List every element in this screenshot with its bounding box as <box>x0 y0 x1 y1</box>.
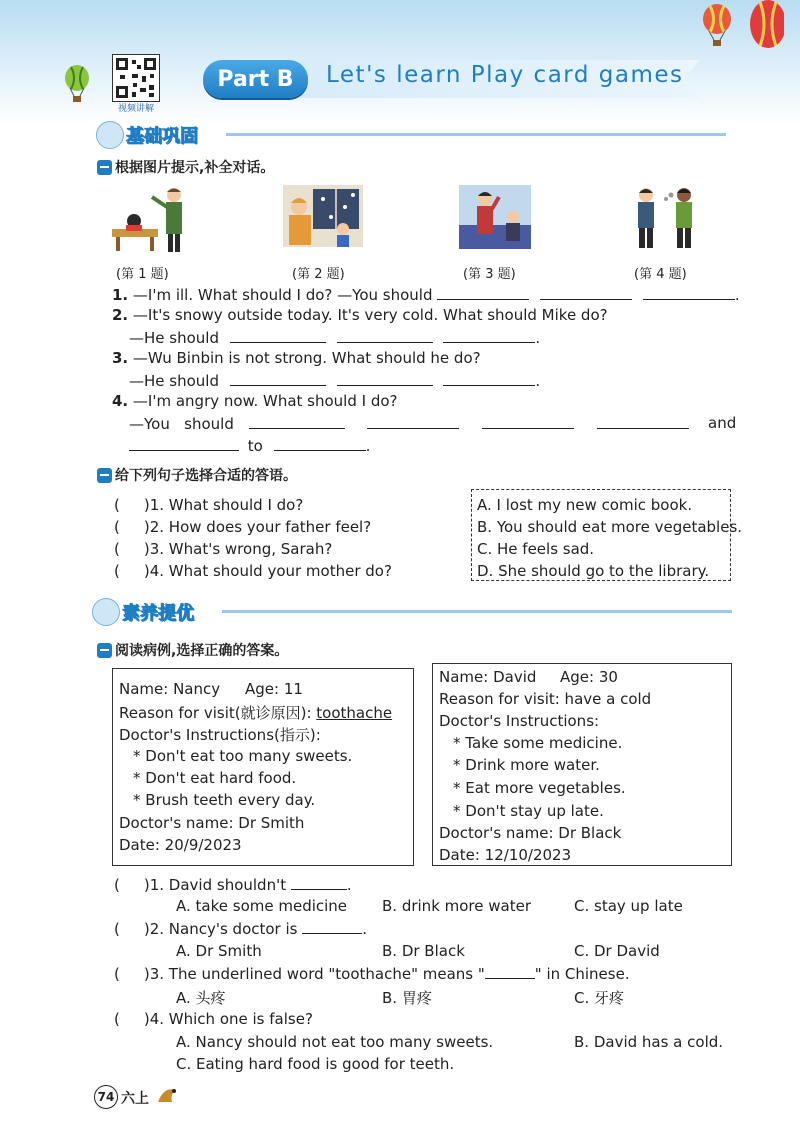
option[interactable]: C. Dr David <box>574 942 660 960</box>
answer-bracket[interactable] <box>120 920 144 934</box>
rocket-icon <box>92 598 120 626</box>
section-marker-icon <box>97 160 112 175</box>
answer-blank[interactable] <box>230 328 326 343</box>
question-3-answer: —He should . <box>129 372 541 390</box>
hot-air-balloon-icon <box>700 4 734 48</box>
answer-blank[interactable] <box>337 328 433 343</box>
answer-bracket[interactable] <box>120 496 144 510</box>
page-title: Let's learn Play card games <box>326 62 684 88</box>
answer-blank[interactable] <box>482 414 574 429</box>
answer-blank[interactable] <box>437 285 529 300</box>
picture-snowy-window <box>283 185 363 247</box>
caption: (第 3 题) <box>463 267 516 282</box>
answer-bracket[interactable] <box>120 876 144 890</box>
record-reason: Reason for visit(就诊原因): toothache <box>119 704 393 722</box>
page-number: 74 <box>94 1085 118 1109</box>
answer-bracket[interactable] <box>120 562 144 576</box>
answer-blank[interactable] <box>291 875 347 890</box>
answer-bracket[interactable] <box>120 965 144 979</box>
question-3: 3. —Wu Binbin is not strong. What should he do? <box>112 349 481 367</box>
record-instruction-item: * Eat more vegetables. <box>453 779 626 797</box>
option[interactable]: C. 牙疼 <box>574 989 625 1007</box>
section-heading-advanced <box>92 598 732 624</box>
qr-code[interactable] <box>112 54 160 102</box>
hot-air-balloon-icon <box>62 64 92 104</box>
record-instructions-label: Doctor's Instructions(指示): <box>119 726 321 744</box>
record-doctor: Doctor's name: Dr Smith <box>119 814 305 832</box>
option[interactable]: B. 胃疼 <box>382 989 432 1007</box>
answer-bracket[interactable] <box>120 540 144 554</box>
record-doctor: Doctor's name: Dr Black <box>439 824 622 842</box>
record-name: Name: Nancy <box>119 680 221 698</box>
answer-blank[interactable] <box>485 964 535 979</box>
option[interactable]: B. David has a cold. <box>574 1033 724 1051</box>
section-heading-basic <box>96 121 726 147</box>
match-answer: A. I lost my new comic book. <box>477 496 693 514</box>
record-name: Name: David <box>439 668 537 686</box>
match-answer: B. You should eat more vegetables. <box>477 518 743 536</box>
record-date: Date: 12/10/2023 <box>439 846 572 864</box>
record-instruction-item: * Don't stay up late. <box>453 802 604 820</box>
record-age: Age: 30 <box>560 668 618 686</box>
reading-question-1: ( )1. David shouldn't . <box>114 876 352 894</box>
option[interactable]: A. take some medicine <box>176 897 348 915</box>
option[interactable]: B. drink more water <box>382 897 532 915</box>
record-reason: Reason for visit: have a cold <box>439 690 652 708</box>
qr-code-icon <box>113 55 159 101</box>
record-instruction-item: * Don't eat hard food. <box>133 769 297 787</box>
question-2-answer: —He should . <box>129 329 541 347</box>
answer-blank[interactable] <box>597 414 689 429</box>
divider <box>222 610 732 613</box>
answer-blank[interactable] <box>230 371 326 386</box>
instruction-heading: 阅读病例,选择正确的答案。 <box>97 640 288 660</box>
and-word: and <box>708 414 737 432</box>
question-4-answer: —You should <box>129 414 689 433</box>
answer-blank[interactable] <box>643 285 735 300</box>
record-instruction-item: * Don't eat too many sweets. <box>133 747 353 765</box>
answer-blank[interactable] <box>443 371 535 386</box>
qr-code-label: 视频讲解 <box>117 104 154 114</box>
match-question: ( )2. How does your father feel? <box>114 518 372 536</box>
option[interactable]: C. stay up late <box>574 897 683 915</box>
option[interactable]: C. Eating hard food is good for teeth. <box>176 1055 455 1073</box>
picture-boy-at-desk-with-teacher <box>112 185 192 255</box>
answer-blank[interactable] <box>540 285 632 300</box>
hot-air-balloon-icon <box>744 0 784 64</box>
grade-label: 六上 <box>121 1091 149 1107</box>
notebook-icon <box>96 121 124 149</box>
match-answer: D. She should go to the library. <box>477 562 710 580</box>
answer-blank[interactable] <box>337 371 433 386</box>
question-1: 1. —I'm ill. What should I do? —You should . <box>112 286 740 304</box>
answer-bracket[interactable] <box>120 518 144 532</box>
caption: (第 2 题) <box>292 267 345 282</box>
picture-two-boys-talking <box>630 185 702 249</box>
section-title: 基础巩固 <box>126 126 198 147</box>
section-title: 素养提优 <box>122 603 194 624</box>
reading-question-2: ( )2. Nancy's doctor is . <box>114 920 368 938</box>
answer-blank[interactable] <box>302 919 362 934</box>
answer-blank[interactable] <box>367 414 459 429</box>
record-age: Age: 11 <box>245 680 303 698</box>
record-instruction-item: * Drink more water. <box>453 756 600 774</box>
record-instruction-item: * Brush teeth every day. <box>133 791 316 809</box>
instruction-heading: 根据图片提示,补全对话。 <box>97 157 274 177</box>
reading-question-4: ( )4. Which one is false? <box>114 1010 313 1028</box>
picture-boy-and-man <box>459 185 531 249</box>
bird-icon <box>154 1082 182 1108</box>
question-4: 4. —I'm angry now. What should I do? <box>112 392 398 410</box>
option[interactable]: A. 头疼 <box>176 989 226 1007</box>
record-date: Date: 20/9/2023 <box>119 836 242 854</box>
answer-blank[interactable] <box>443 328 535 343</box>
match-answer: C. He feels sad. <box>477 540 595 558</box>
match-question: ( )3. What's wrong, Sarah? <box>114 540 333 558</box>
question-2: 2. —It's snowy outside today. It's very cold. What should Mike do? <box>112 306 608 324</box>
record-instructions-label: Doctor's Instructions: <box>439 712 600 730</box>
instruction-heading: 给下列句子选择合适的答语。 <box>97 465 297 485</box>
question-4-answer-2: to . <box>129 436 370 455</box>
option[interactable]: A. Dr Smith <box>176 942 262 960</box>
answer-blank[interactable] <box>249 414 345 429</box>
section-marker-icon <box>97 468 112 483</box>
answer-blank[interactable] <box>129 436 239 451</box>
answer-blank[interactable] <box>274 436 366 451</box>
option[interactable]: B. Dr Black <box>382 942 465 960</box>
answer-bracket[interactable] <box>120 1010 144 1024</box>
reading-question-3: ( )3. The underlined word "toothache" means " " in Chinese. <box>114 965 630 983</box>
record-instruction-item: * Take some medicine. <box>453 734 623 752</box>
match-question: ( )1. What should I do? <box>114 496 304 514</box>
option[interactable]: A. Nancy should not eat too many sweets. <box>176 1033 494 1051</box>
caption: (第 1 题) <box>116 267 169 282</box>
part-badge: Part B <box>203 60 308 98</box>
match-question: ( )4. What should your mother do? <box>114 562 392 580</box>
caption: (第 4 题) <box>634 267 687 282</box>
section-marker-icon <box>97 643 112 658</box>
divider <box>226 133 726 136</box>
